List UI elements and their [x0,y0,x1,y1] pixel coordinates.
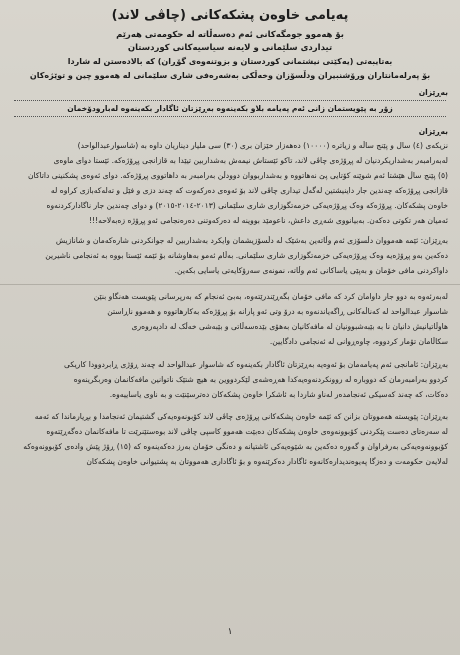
paragraph-line: لە سەرەتای دەست پێکردنی کۆبوونەوەی خاوەن پشکەکان دەبێت هەموو کاسپی چاڤی لاند بوەستێنرێت تا مافەکانمان دەگەڕێتەوە [46,427,448,436]
greeting: بەڕێزان [418,88,448,97]
paragraph-line: داواکردنی مافی خۆمان و بەپێی یاساکانی ئەم وڵاتە، نمونەی سەرۆکایەتی یاسایی بکەین. [174,266,448,275]
paragraph-line: بەڕێزان: ئامانجی ئەم پەیامەمان بۆ ئەوەیە بەڕێزتان ئاگادار بکەینەوە کە شاسوار عبدالواحد لە چەند ڕۆژی ڕابردوودا کاریکی [64,360,448,369]
paragraph-line: شاسوار عبدالواحد لە کەناڵەکانی ڕاگەیاندنەوە بە درۆ وتی ئەو پارانە بۆ پڕۆژەکە بەکارهاتووە و هەموو ناڕاستن [107,307,448,316]
greeting: بەڕێزان [418,127,448,136]
document-title: پەیامی خاوەن پشکەکانی (چاڤی لاند) [111,8,349,23]
addressee-line: بۆ پەرلەمانتاران ورۆشنبیران ودڵسۆزان وخەڵکی بەشەرەفی شاری سلێمانی لە هەموو چین و توێژەکان [29,71,431,80]
paragraph-line: لەبەرامبەر بەشداریکردنیان لە پڕۆژەی چاڤی لاند، تاکو ئێستاش نیمەش بەشداربین تیێدا بە قازانجی پڕۆژەکە. ئێستا دوای ماوەی [53,156,448,165]
paragraph-line: (٥) پێنج ساڵ هێشتا ئەم شوێنە کۆتایی پێ نەهاتووە و بەشداربووان دوودڵن بەرامبەر بە داهاتووی پڕۆژەکە. دوای ئەوەی پشکنینی داتاکان [27,171,448,180]
paragraph-line: نزیکەی (٤) سال و پێنج ساڵە و زیاترە (١٠٠٠٠) دەهەزار خێزان بری (٣٠) سی ملیار دیناریان داوە بە (شاسوارعبدالواحد) [77,141,448,150]
paragraph-line: قازانجی پڕۆژەکە چەندین جار داینیشتین لەگەڵ تیداری چاڤی لاند بۆ ئەوەی دەرکەوت کە چەند دزی و فێل و تەلەکەبازی کراوە لە [50,186,448,195]
addressee-line: بۆ هەموو جومگەکانی ئەم دەسەڵاتە لە حکومەتی هەرێم [116,30,344,40]
addressee-line: تیداردی سلێمانی و لایەنە سیاسیەکانی کوردستان [127,43,333,53]
paragraph-line: لەبەرئەوە بە دوو جار داوامان کرد کە مافی خۆمان بگەڕێندرێتەوە، بەبێ ئەنجام کە بەرپرسانی پێویست هەنگاو بنێن [93,292,448,301]
divider [14,100,446,101]
paragraph-line: بەڕێزان: ئێمە هەمووان دڵسۆزی ئەم وڵاتەین بەشێک لە دڵسۆزیشمان وایکرد بەشداربین لە جوانکردنی شارەکەمان و شانازیش [55,236,448,245]
paragraph-line: دەکات، کە چەند کەسیکی ئەنجامدەر لەناو شاردا بە ئاشکرا خاوەن پشکەکان دەترسێنێت و بە ناوی یاساییەوە. [109,390,448,399]
intro-line: زۆر بە پێویستمان زانی ئەم پەیامە بلاو بکەینەوە بەڕێزتان ئاگادار بکەینەوە لەبارودۆخمان [67,104,393,113]
paper-fold [0,284,460,285]
page-number: ١ [227,627,233,637]
paragraph-line: سکاڵامان تۆمار کردووە، چاوەڕوانی لە ئەنجامی دادگایین. [269,337,448,346]
paragraph-line: بەڕێزان: پێویستە هەمووتان بزانن کە ئێمە خاوەن پشکەکانی پڕۆژەی چاڤی لاند کۆبونەوەیەکی گشتیمان ئەنجامدا و بڕیارماندا کە ئەمە [34,412,448,421]
addressee-line: بەتایبەتی (یەکێتی نیشتمانی کوردستان و بزوتنەوەی گۆڕان) کە بالادەستن لە شاردا [67,57,393,66]
paragraph-line: خاوەن پشکەکان. پڕۆژەکە وەک پڕۆژەیەکی خزمەتگوزاری شاری سلێمانی (٢٠١٣-٢٠١٤-٢٠١٥) و دوای چەندین جار ناگادارکردنەوە [46,201,448,210]
paragraph-line: ئەمیان هەر تکوتی دەکەن. بەبیانووی شەڕی داعش، ناعومێد بووینە لە دەرکەوتنی دەرەنجامی ئەو پڕۆژە زەبەلاحە!!! [88,216,448,225]
paragraph-line: کۆبوونەوەیەکی بەرفراوان و گەورە دەکەین بە شێوەیەکی ئاشتیانە و دەنگی خۆمان بەرز دەکەینەوە کە (١٥) ڕۆژ پێش وادەی کۆبوونەوەکە [23,442,448,451]
paragraph-line: هاوڵاتیانیش دانیان نا بە بێبەشبوونیان لە مافەکانیان بەهۆی بێدەسەڵاتی و بێبەشی خەڵک لە دادپەروەری [131,322,448,331]
divider [14,116,446,117]
paragraph-line: لەلایەن حکومەت و دەزگا پەیوەندیدارەکانەوە ئاگادار دەکرێنەوە و بۆ ئاگاداری هەمووتان بە پشتیوانی خاوەن پشکەکان [86,457,448,466]
paragraph-line: کردوو بەرامبەرمان کە دووبارە لە روونکردنەوەیەکدا هەڕەشەی لێکردووین بە هیچ شتێک ناتوانین مافەکانمان وەربگرینەوە [73,375,448,384]
paragraph-line: دەکەین بەو پڕۆژەیە وەک پڕۆژەیەکی خزمەتگوزاری شاری سلێمانی. بەڵام ئەمو بەهاوشانە بۆ ئێمە ئێستا بووە بە ئەنجامی ناشیرین [45,251,448,260]
